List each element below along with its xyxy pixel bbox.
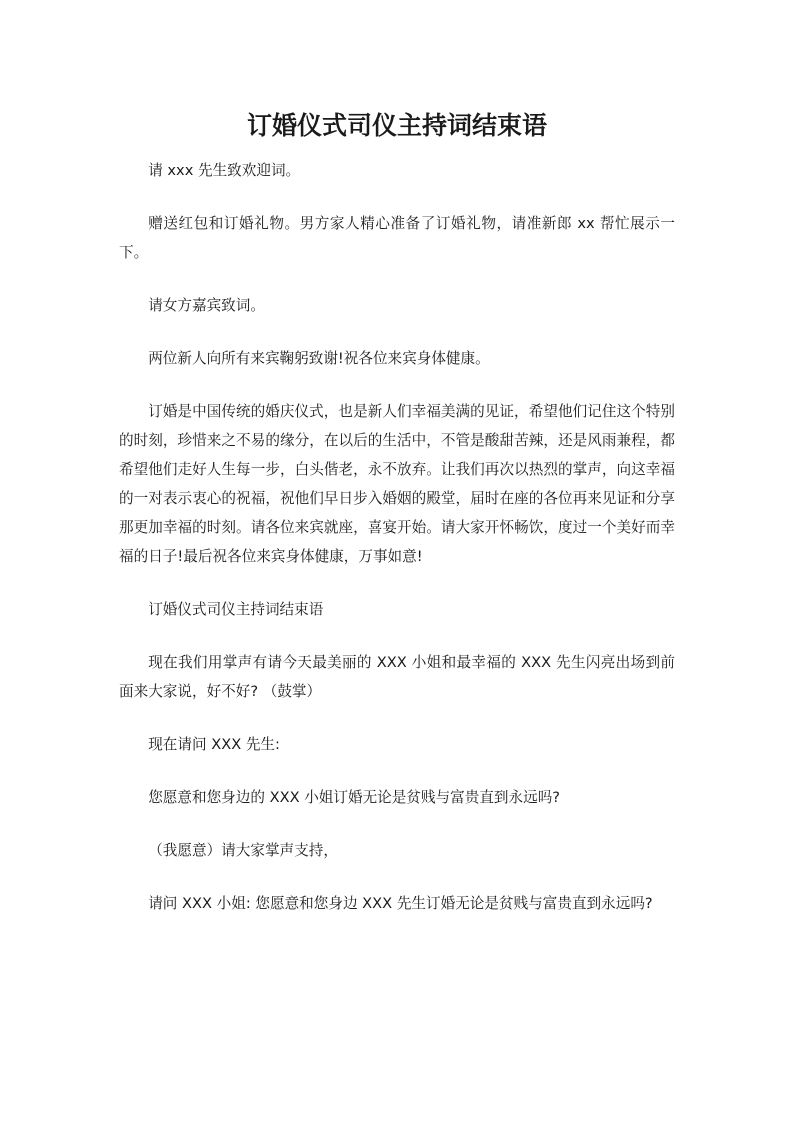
paragraph-bride-guest-speech: 请女方嘉宾致词。 — [148, 297, 265, 314]
paragraph-couple-entrance: 现在我们用掌声有请今天最美丽的 XXX 小姐和最幸福的 XXX 先生闪亮出场到前面来大家说，好不好? （鼓掌） — [119, 654, 675, 700]
paragraph-section-heading: 订婚仪式司仪主持词结束语 — [148, 601, 324, 618]
paragraph-couple-thanks: 两位新人向所有来宾鞠躬致谢!祝各位来宾身体健康。 — [148, 350, 490, 367]
paragraph-welcome-speech: 请 xxx 先生致欢迎词。 — [148, 162, 301, 179]
document-title: 订婚仪式司仪主持词结束语 — [246, 111, 547, 140]
paragraph-ask-groom: 现在请问 XXX 先生: — [148, 736, 280, 753]
paragraph-groom-question: 您愿意和您身边的 XXX 小姐订婚无论是贫贱与富贵直到永远吗? — [148, 789, 561, 806]
paragraph-groom-answer: （我愿意）请大家掌声支持， — [148, 842, 338, 859]
paragraph-blessing: 订婚是中国传统的婚庆仪式，也是新人们幸福美满的见证，希望他们记住这个特别的时刻，珍惜来之不易的缘分，在以后的生活中，不管是酸甜苦辣，还是风雨兼程，都希望他们走好人生每一步，白头偕老，永不放弃。让我们再次以热烈的掌声，向这幸福的一对表示衷心的祝福，祝他们早日步入婚姻的殿堂，届时在座的各位再来见证和分享那更加幸福的时刻。请各位来宾就座，喜宴开始。请大家开怀畅饮，度过一个美好而幸福的日子!最后祝各位来宾身体健康，万事如意! — [119, 403, 675, 565]
paragraph-bride-question: 请问 XXX 小姐: 您愿意和您身边 XXX 先生订婚无论是贫贱与富贵直到永远吗? — [148, 895, 653, 912]
paragraph-gift-presentation: 赠送红包和订婚礼物。男方家人精心准备了订婚礼物，请准新郎 xx 帮忙展示一下。 — [119, 215, 675, 261]
document-body — [119, 156, 675, 942]
